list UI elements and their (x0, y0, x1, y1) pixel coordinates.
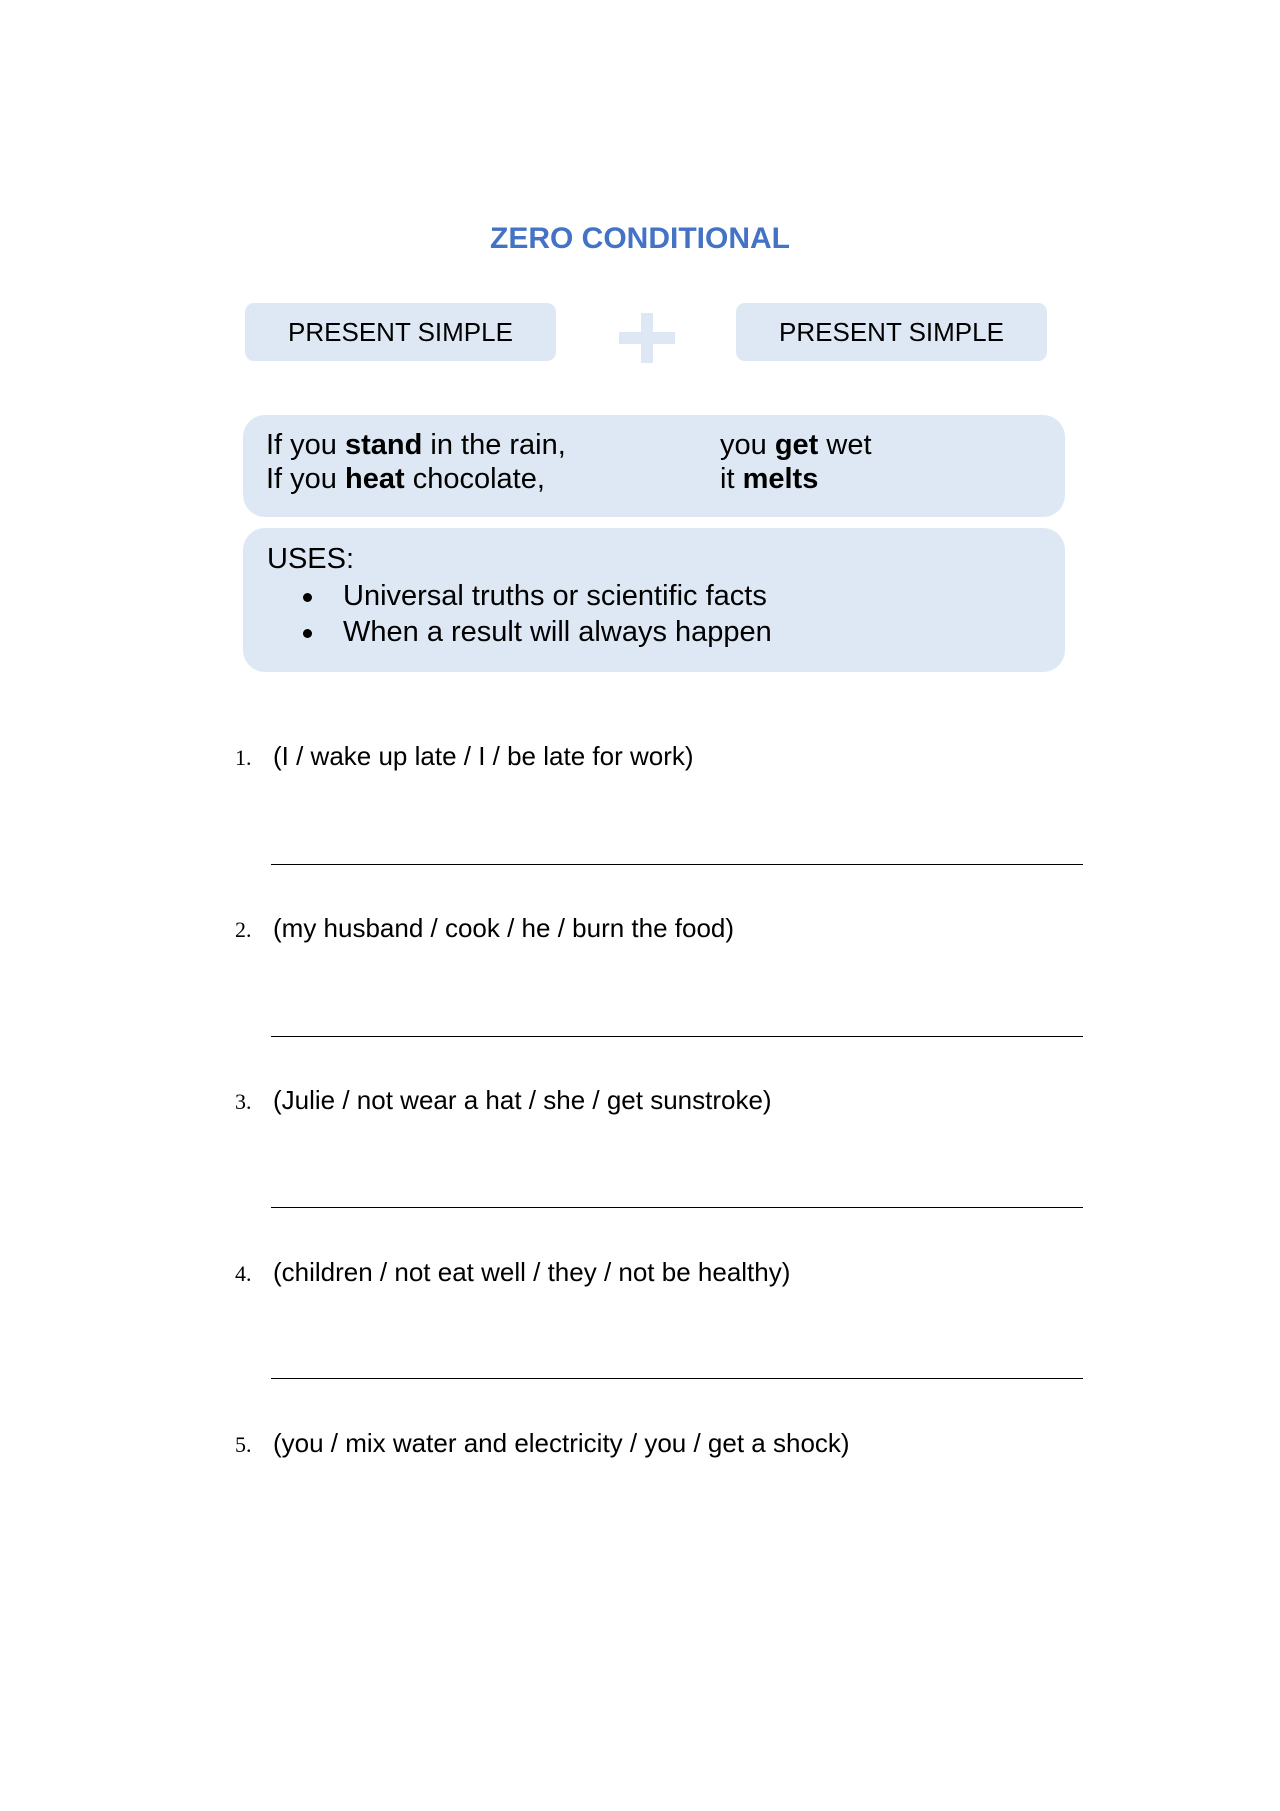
answer-line-4[interactable] (271, 1378, 1083, 1379)
question-5: 5. (you / mix water and electricity / you / get a shock) (235, 1428, 850, 1458)
uses-heading: USES: (267, 543, 355, 575)
answer-line-2[interactable] (271, 1036, 1083, 1037)
question-4: 4. (children / not eat well / they / not be healthy) (235, 1257, 791, 1287)
question-2: 2. (my husband / cook / he / burn the food) (235, 913, 735, 943)
page-title: ZERO CONDITIONAL (490, 222, 790, 255)
example-if-clause: If you stand in the rain, (266, 429, 566, 461)
answer-line-1[interactable] (271, 864, 1083, 865)
example-result-clause: it melts (720, 463, 819, 495)
formula-right: PRESENT SIMPLE (736, 303, 1047, 361)
formula-left: PRESENT SIMPLE (245, 303, 556, 361)
examples-box (243, 415, 1065, 517)
bullet-icon (303, 629, 312, 638)
example-result-clause: you get wet (720, 429, 872, 461)
bullet-icon (303, 593, 312, 602)
uses-item: When a result will always happen (303, 616, 772, 649)
example-if-clause: If you heat chocolate, (266, 463, 545, 495)
question-3: 3. (Julie / not wear a hat / she / get sunstroke) (235, 1085, 772, 1115)
uses-item: Universal truths or scientific facts (303, 580, 767, 613)
question-1: 1. (I / wake up late / I / be late for work) (235, 741, 694, 771)
plus-icon (619, 313, 675, 363)
answer-line-3[interactable] (271, 1207, 1083, 1208)
uses-box (243, 528, 1065, 672)
